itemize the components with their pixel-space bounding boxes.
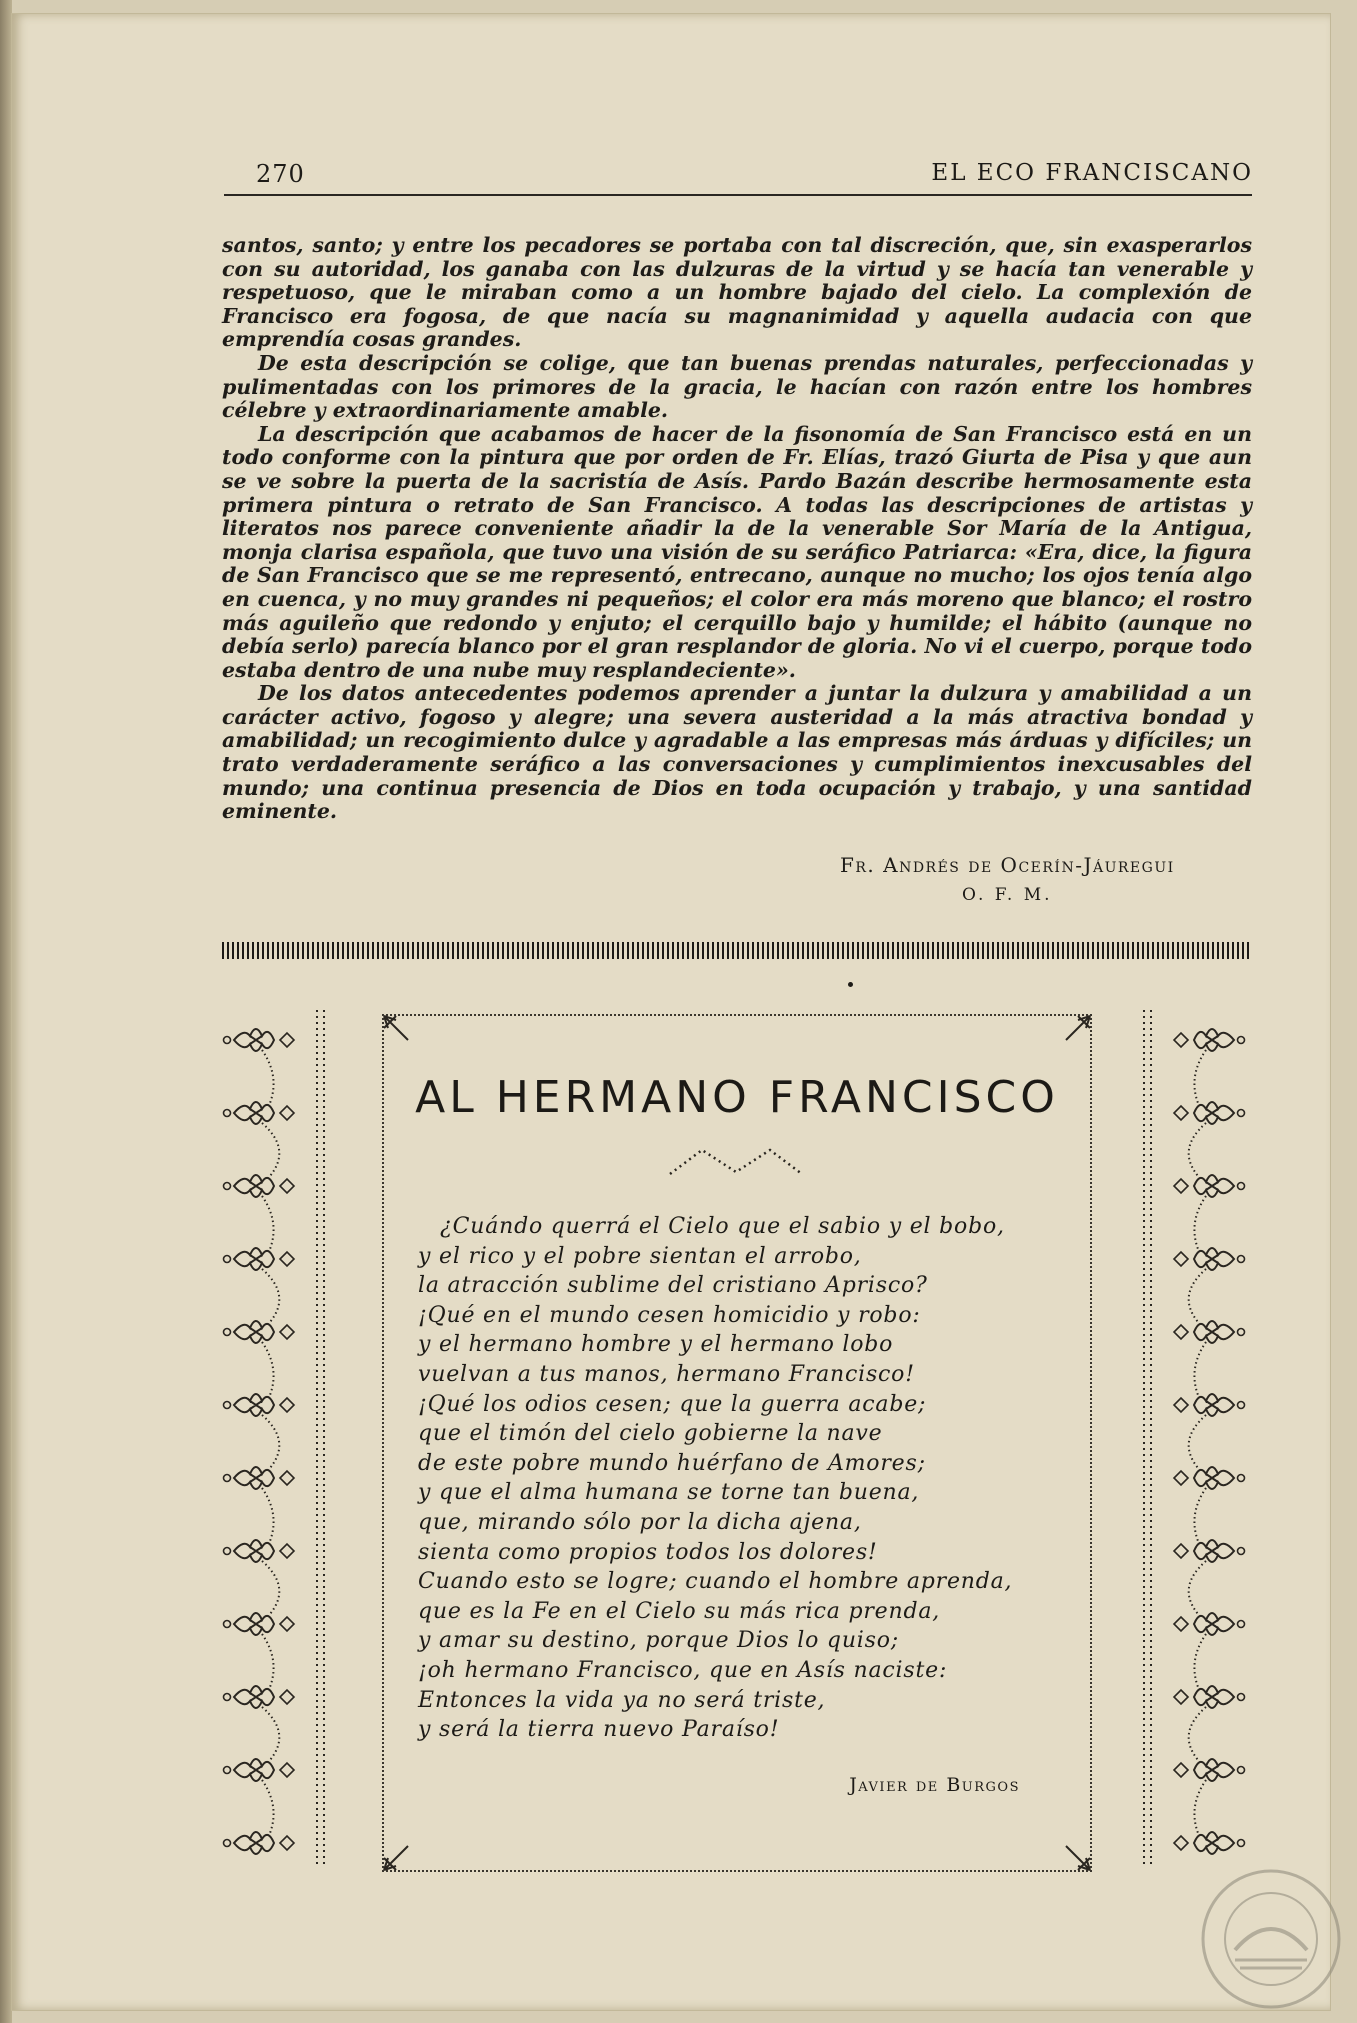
poem-line: la atracción sublime del cristiano Aprisco? <box>418 1273 928 1299</box>
poem-author: Javier de Burgos <box>849 1774 1020 1796</box>
poem-stanza <box>418 1212 1078 1745</box>
corner-ornament-icon <box>1064 1014 1092 1042</box>
fleuron-icon <box>1174 1175 1245 1249</box>
fleuron-icon <box>224 1248 295 1322</box>
poem-line: vuelvan a tus manos, hermano Francisco! <box>418 1361 915 1387</box>
fleuron-icon <box>224 1029 295 1103</box>
header-rule <box>224 194 1252 196</box>
academy-seal-icon <box>1200 1868 1342 2010</box>
zigzag-ornament-icon <box>666 1144 806 1178</box>
journal-title: EL ECO FRANCISCANO <box>931 160 1253 186</box>
paragraph: La descripción que acabamos de hacer de la fisonomía de San Francisco está en un todo conforme con la pintura que por orden de Fr. Elías, trazó Giurta de Pisa y que aun se ve sobre la puerta de la sacristía de Asís. Pardo Bazán describe hermosamente esta primera pintura o retrato de San Francisco. A todas las descripciones de artistas y literatos nos parece conveniente añadir la de la venerable Sor María de la Antigua, monja clarisa española, que tuvo una visión de su seráfico Patriarca: «Era, dice, la figura de San Francisco que se me representó, entrecano, aunque no mucho; los ojos tenía algo en cuenca, y no muy grandes ni pequeños; el color era más moreno que blanco; el rostro más aguileño que redondo y enjuto; el cerquillo bajo y humilde; el hábito (aunque no debía serlo) parecía blanco por el gran resplandor de gloria. No vi el cuerpo, porque todo estaba dentro de una nube muy resplandeciente». <box>222 421 1252 682</box>
poem-line: ¡oh hermano Francisco, que en Asís naciste: <box>418 1657 948 1683</box>
poem-line: ¡Qué los odios cesen; que la guerra acabe; <box>418 1391 927 1417</box>
paragraph: De los datos antecedentes podemos aprender a juntar la dulzura y amabilidad a un carácter activo, fogoso y alegre; una severa austeridad a la más atractiva bondad y amabilidad; un recogimiento dulce y agradable a las empresas más árduas y difíciles; un trato verdaderamente seráfico a las conversaciones y cumplimientos inexcusables del mundo; una continua presencia de Dios en toda ocupación y trabajo, y una santidad eminente. <box>222 681 1252 824</box>
fleuron-icon <box>224 1686 295 1760</box>
poem-line: ¿Cuándo querrá el Cielo que el sabio y el bobo, <box>440 1214 1005 1239</box>
fleuron-icon <box>224 1102 295 1176</box>
article-author: Fr. Andrés de Ocerín-Jáuregui <box>840 853 1175 877</box>
fleuron-icon <box>1174 1467 1245 1541</box>
book-spine <box>0 0 12 2023</box>
poem-line: y el rico y el pobre sientan el arrobo, <box>418 1243 862 1269</box>
fleuron-icon <box>1174 1394 1245 1468</box>
fleuron-border-icon <box>222 1010 326 1865</box>
section-divider <box>222 942 1252 959</box>
fleuron-icon <box>224 1832 295 1854</box>
poem-line: Cuando esto se logre; cuando el hombre aprenda, <box>418 1569 1013 1595</box>
author-order: O. F. M. <box>962 885 1053 905</box>
left-border-svg <box>222 1010 326 1865</box>
poem-line: y será la tierra nuevo Paraíso! <box>418 1717 780 1743</box>
article-body <box>222 234 1252 824</box>
poem-line: que el timón del cielo gobierne la nave <box>418 1421 883 1447</box>
poem-line: y el hermano hombre y el hermano lobo <box>418 1332 894 1358</box>
fleuron-icon <box>1174 1759 1245 1833</box>
poem-line: y que el alma humana se torne tan buena, <box>418 1480 920 1506</box>
fleuron-icon <box>1174 1832 1245 1854</box>
fleuron-icon <box>1174 1613 1245 1687</box>
fleuron-icon <box>1174 1029 1245 1103</box>
fleuron-icon <box>1174 1248 1245 1322</box>
fleuron-icon <box>224 1321 295 1395</box>
fleuron-icon <box>224 1759 295 1833</box>
page-number: 270 <box>256 160 305 188</box>
fleuron-border-icon <box>1142 1010 1246 1865</box>
poem-line: Entonces la vida ya no será triste, <box>418 1687 826 1713</box>
poem-title: AL HERMANO FRANCISCO <box>415 1072 1059 1123</box>
fleuron-icon <box>1174 1102 1245 1176</box>
poem-line: de este pobre mundo huérfano de Amores; <box>418 1450 926 1476</box>
fleuron-icon <box>224 1394 295 1468</box>
paragraph: santos, santo; y entre los pecadores se portaba con tal discreción, que, sin exasperarlos con su autoridad, los ganaba con las dulzuras de la virtud y se hacía tan venerable y respetuoso, que le miraban como a un hombre bajado del cielo. La complexión de Francisco era fogosa, de que nacía su magnanimidad y aquella audacia con que emprendía cosas grandes. <box>222 233 1252 352</box>
poem-line: sienta como propios todos los dolores! <box>418 1539 878 1565</box>
poem-line: que, mirando sólo por la dicha ajena, <box>418 1509 862 1535</box>
fleuron-icon <box>1174 1540 1245 1614</box>
paragraph: De esta descripción se colige, que tan buenas prendas naturales, perfeccionadas y pulimentadas con los primores de la gracia, le hacían con razón entre los hombres célebre y extraordinariamente amable. <box>222 350 1252 423</box>
fleuron-icon <box>224 1613 295 1687</box>
corner-ornament-icon <box>1064 1844 1092 1872</box>
fleuron-icon <box>224 1467 295 1541</box>
fleuron-icon <box>224 1540 295 1614</box>
fleuron-icon <box>1174 1686 1245 1760</box>
poem-line: que es la Fe en el Cielo su más rica prenda, <box>418 1598 941 1624</box>
fleuron-icon <box>1174 1321 1245 1395</box>
corner-ornament-icon <box>382 1014 410 1042</box>
decorative-dot <box>848 982 853 987</box>
corner-ornament-icon <box>382 1844 410 1872</box>
fleuron-icon <box>224 1175 295 1249</box>
poem-line: ¡Qué en el mundo cesen homicidio y robo: <box>418 1302 921 1328</box>
poem-line: y amar su destino, porque Dios lo quiso; <box>418 1628 899 1654</box>
poem-frame <box>382 1014 1092 1872</box>
right-border-svg <box>1142 1010 1246 1865</box>
